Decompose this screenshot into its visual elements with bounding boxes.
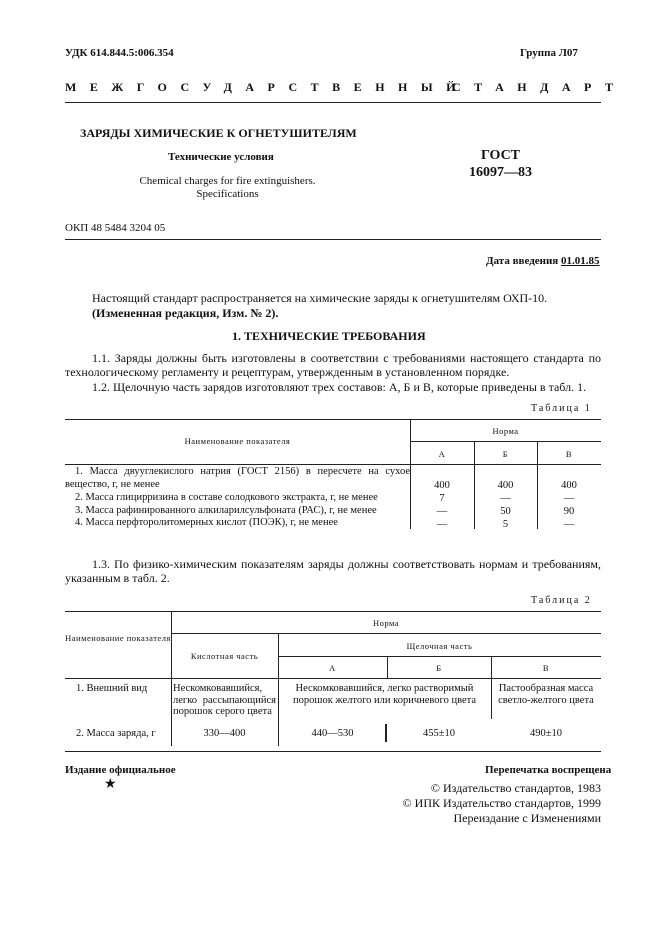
english-title-line1: Chemical charges for fire extinguishers. — [139, 175, 316, 187]
okp-rule — [65, 239, 601, 240]
table2-top-rule — [65, 611, 601, 612]
intro-date-label: Дата введения — [486, 255, 562, 267]
table-row: 4. Масса перфторолитомерных кислот (ПОЭК), г, не менее — [75, 517, 338, 528]
okp-code: ОКП 48 5484 3204 05 — [65, 222, 166, 234]
table-row: 1. Внешний вид — [76, 683, 148, 694]
table1-sub-a: А — [438, 449, 446, 459]
footer-rule — [65, 751, 601, 752]
table2-col-norm: Норма — [372, 618, 400, 628]
table1-col-name: Наименование показателя — [184, 436, 291, 446]
table1-cell: 7 — [439, 493, 445, 504]
table1-cell: — — [563, 493, 575, 504]
doc-subtitle: Технические условия — [168, 151, 274, 163]
table2-cell: 490±10 — [529, 728, 562, 739]
table1-sub-c: В — [565, 449, 573, 459]
gost-number: 16097—83 — [469, 165, 532, 180]
copyright-1999: © ИПК Издательство стандартов, 1999 — [402, 796, 601, 810]
table1-col-c-values — [537, 479, 601, 531]
copyright-1983: © Издательство стандартов, 1983 — [430, 781, 601, 795]
table2-alkali-rule — [278, 656, 601, 657]
group-code: Группа Л07 — [520, 47, 578, 59]
copyright-block — [392, 781, 601, 826]
intro-date — [486, 255, 600, 267]
para-1-2: 1.2. Щелочную часть зарядов изготовляют трех составов: А, Б и В, которые приведены в табл. 1. — [92, 380, 587, 394]
table2-cell-c: Пастообразная масса светло-желтого цвета — [498, 683, 594, 706]
table2-sub-b: Б — [436, 663, 442, 673]
table-row: 2. Масса глицирризина в составе солодкового экстракта, г, не менее — [75, 492, 378, 503]
table2-head-rule — [65, 678, 601, 679]
table1-top-rule — [65, 419, 601, 420]
table1-cell: 5 — [502, 519, 509, 530]
table1-mid-rule — [410, 441, 601, 442]
table1-col-b-values — [474, 479, 537, 531]
official-edition: Издание официальное — [65, 764, 176, 776]
table1-names — [65, 466, 410, 530]
table2-sub-c: В — [542, 663, 550, 673]
table2-norm-rule — [171, 633, 601, 634]
table1-col-norm: Норма — [492, 426, 519, 436]
table2-col-acid: Кислотная часть — [190, 651, 259, 661]
english-title — [130, 175, 325, 201]
table1-caption: Таблица 1 — [531, 403, 592, 414]
table1-sub-b: Б — [502, 449, 509, 459]
table2-cell: 455±10 — [422, 728, 455, 739]
reissue-note: Переиздание с Изменениями — [453, 811, 601, 825]
table2-sub-a: А — [329, 663, 336, 673]
section1-heading: 1. ТЕХНИЧЕСКИЕ ТРЕБОВАНИЯ — [232, 329, 426, 343]
english-title-line2: Specifications — [196, 188, 259, 200]
table2-col-alkali: Щелочная часть — [406, 641, 473, 651]
table2-cell-acid: Нескомковавшийся, легко рассыпающийся порошок серого цвета — [173, 683, 276, 717]
table1-cell: 50 — [500, 506, 511, 517]
table1-cell: — — [436, 519, 448, 530]
table1-head-rule — [65, 464, 601, 465]
table1-cell: — — [436, 506, 448, 517]
table2-col-name: Наименование показателя — [65, 633, 171, 643]
table2-cell-ab: Нескомковавшийся, легко растворимый порошок желтого или коричневого цвета — [292, 683, 477, 706]
table1-cell: 400 — [561, 480, 577, 491]
table1-cell: 90 — [563, 506, 575, 517]
table1-cell: — — [500, 493, 511, 504]
table1-cell: 400 — [434, 480, 450, 491]
table1-cell: — — [563, 519, 575, 530]
udk-code: УДК 614.844.5:006.354 — [65, 47, 174, 59]
banner-right: СТАНДАРТ — [452, 80, 627, 94]
star-icon: ★ — [104, 777, 117, 792]
table2-cell: 330—400 — [203, 728, 246, 739]
table2-caption: Таблица 2 — [531, 595, 592, 606]
table-row: 1. Масса двууглекислого натрия (ГОСТ 2156) в пересчете на сухое вещество, г, не менее — [65, 466, 410, 490]
table1-cell: 400 — [497, 480, 514, 491]
para-1-3: 1.3. По физико-химическим показателям заряды должны соответствовать нормам и требованиям, указанным в табл. 2. — [65, 557, 601, 585]
gost-block — [463, 147, 538, 181]
intro-text: Настоящий стандарт распространяется на химические заряды к огнетушителям ОХП-10. — [92, 291, 548, 305]
table2-cell: 440—530 — [311, 728, 354, 739]
gost-label: ГОСТ — [480, 148, 521, 163]
intro-date-value: 01.01.85 — [561, 255, 600, 267]
doc-title: ЗАРЯДЫ ХИМИЧЕСКИЕ К ОГНЕТУШИТЕЛЯМ — [80, 126, 357, 140]
banner-left: МЕЖГОСУДАРСТВЕННЫЙ — [65, 80, 469, 94]
reprint-notice: Перепечатка воспрещена — [485, 764, 612, 776]
table-row: 2. Масса заряда, г — [76, 728, 156, 739]
table-row: 3. Масса рафинированного алкиларилсульфоната (РАС), г, не менее — [75, 504, 377, 516]
table1-col-a-values — [410, 479, 474, 531]
intro-amendment: (Измененная редакция, Изм. № 2). — [92, 306, 279, 320]
para-1-1: 1.1. Заряды должны быть изготовлены в соответствии с требованиями настоящего стандарта по технологическому регламенту и рецептурам, утвержденным в установленном порядке. — [65, 351, 601, 379]
header-rule — [65, 102, 601, 103]
